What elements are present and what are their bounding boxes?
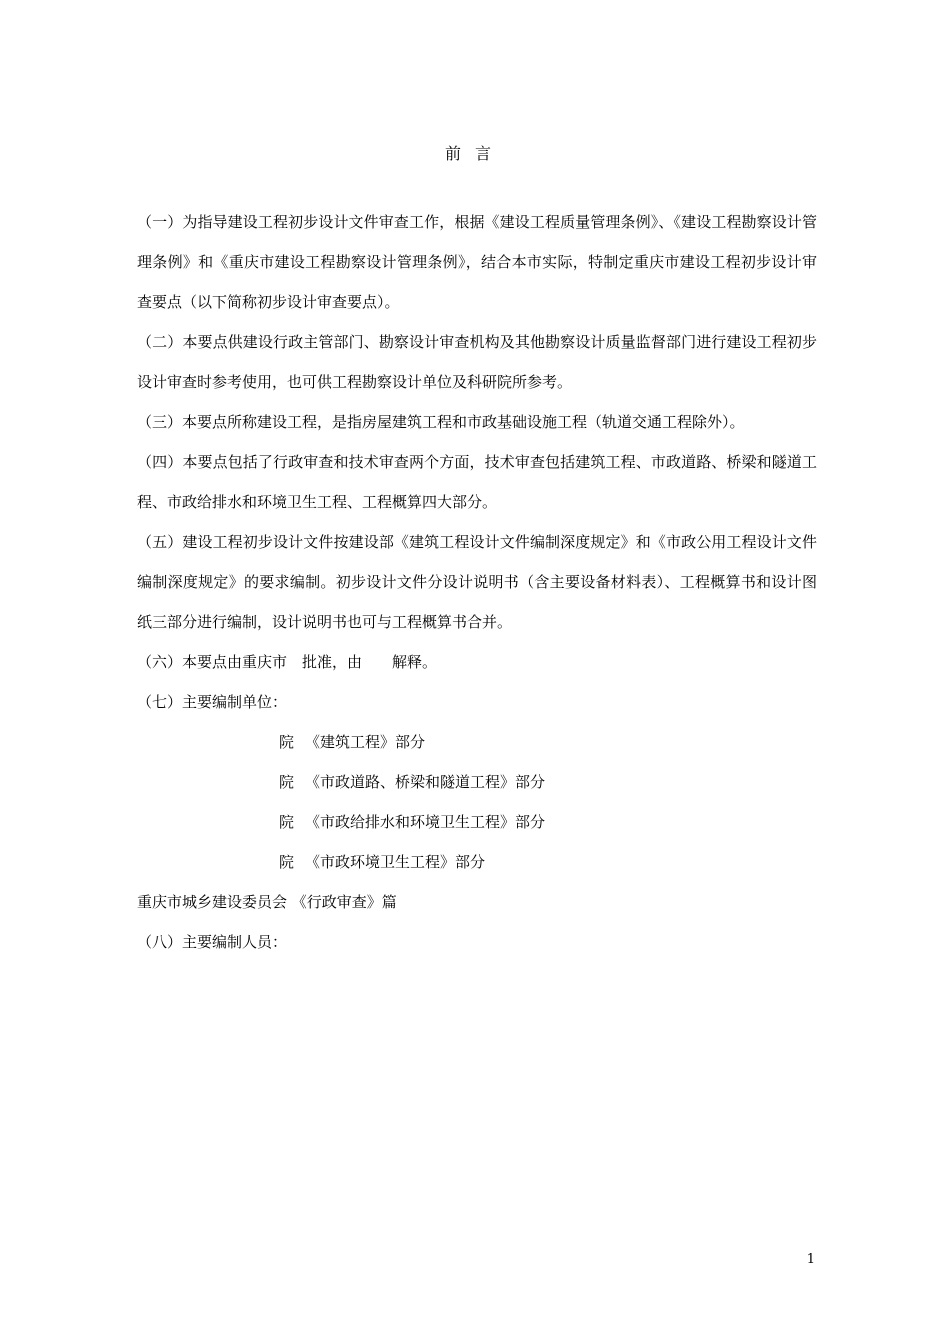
admin-unit-line: 重庆市城乡建设委员会 《行政审查》篇 bbox=[137, 893, 397, 911]
unit-part: 《市政给排水和环境卫生工程》部分 bbox=[305, 813, 546, 831]
paragraph-6: （六）本要点由重庆市 批准，由 解释。 bbox=[137, 653, 438, 671]
paragraph-5: （五）建设工程初步设计文件按建设部《建筑工程设计文件编制深度规定》和《市政公用工程设计文件编制深度规定》的要求编制。初步设计文件分设计说明书（含主要设备材料表）、工程概算书和设计图纸三部分进行编制，设计说明书也可与工程概算书合并。 bbox=[137, 533, 817, 631]
paragraph-1: （一）为指导建设工程初步设计文件审查工作，根据《建设工程质量管理条例》、《建设工程勘察设计管理条例》和《重庆市建设工程勘察设计管理条例》，结合本市实际，特制定重庆市建设工程初步设计审查要点（以下简称初步设计审查要点）。 bbox=[137, 213, 817, 311]
unit-abbr: 院 bbox=[279, 853, 295, 871]
paragraph-4: （四）本要点包括了行政审查和技术审查两个方面，技术审查包括建筑工程、市政道路、桥梁和隧道工程、市政给排水和环境卫生工程、工程概算四大部分。 bbox=[137, 453, 817, 511]
paragraph-3: （三）本要点所称建设工程，是指房屋建筑工程和市政基础设施工程（轨道交通工程除外）。 bbox=[137, 413, 745, 431]
unit-item bbox=[137, 722, 817, 762]
unit-part: 《市政环境卫生工程》部分 bbox=[305, 853, 486, 871]
document-body bbox=[137, 202, 817, 962]
paragraph-2: （二）本要点供建设行政主管部门、勘察设计审查机构及其他勘察设计质量监督部门进行建设工程初步设计审查时参考使用，也可供工程勘察设计单位及科研院所参考。 bbox=[137, 333, 817, 391]
unit-abbr: 院 bbox=[279, 733, 295, 751]
unit-item bbox=[137, 762, 817, 802]
unit-part: 《市政道路、桥梁和隧道工程》部分 bbox=[305, 773, 546, 791]
page-title: 前言 bbox=[444, 144, 505, 163]
unit-abbr: 院 bbox=[279, 813, 295, 831]
unit-part: 《建筑工程》部分 bbox=[305, 733, 426, 751]
unit-item bbox=[137, 802, 817, 842]
page-number: 1 bbox=[806, 1252, 815, 1267]
personnel-heading: （八）主要编制人员： bbox=[137, 933, 288, 951]
unit-item bbox=[137, 842, 817, 882]
paragraph-7: （七）主要编制单位： bbox=[137, 693, 288, 711]
unit-abbr: 院 bbox=[279, 773, 295, 791]
